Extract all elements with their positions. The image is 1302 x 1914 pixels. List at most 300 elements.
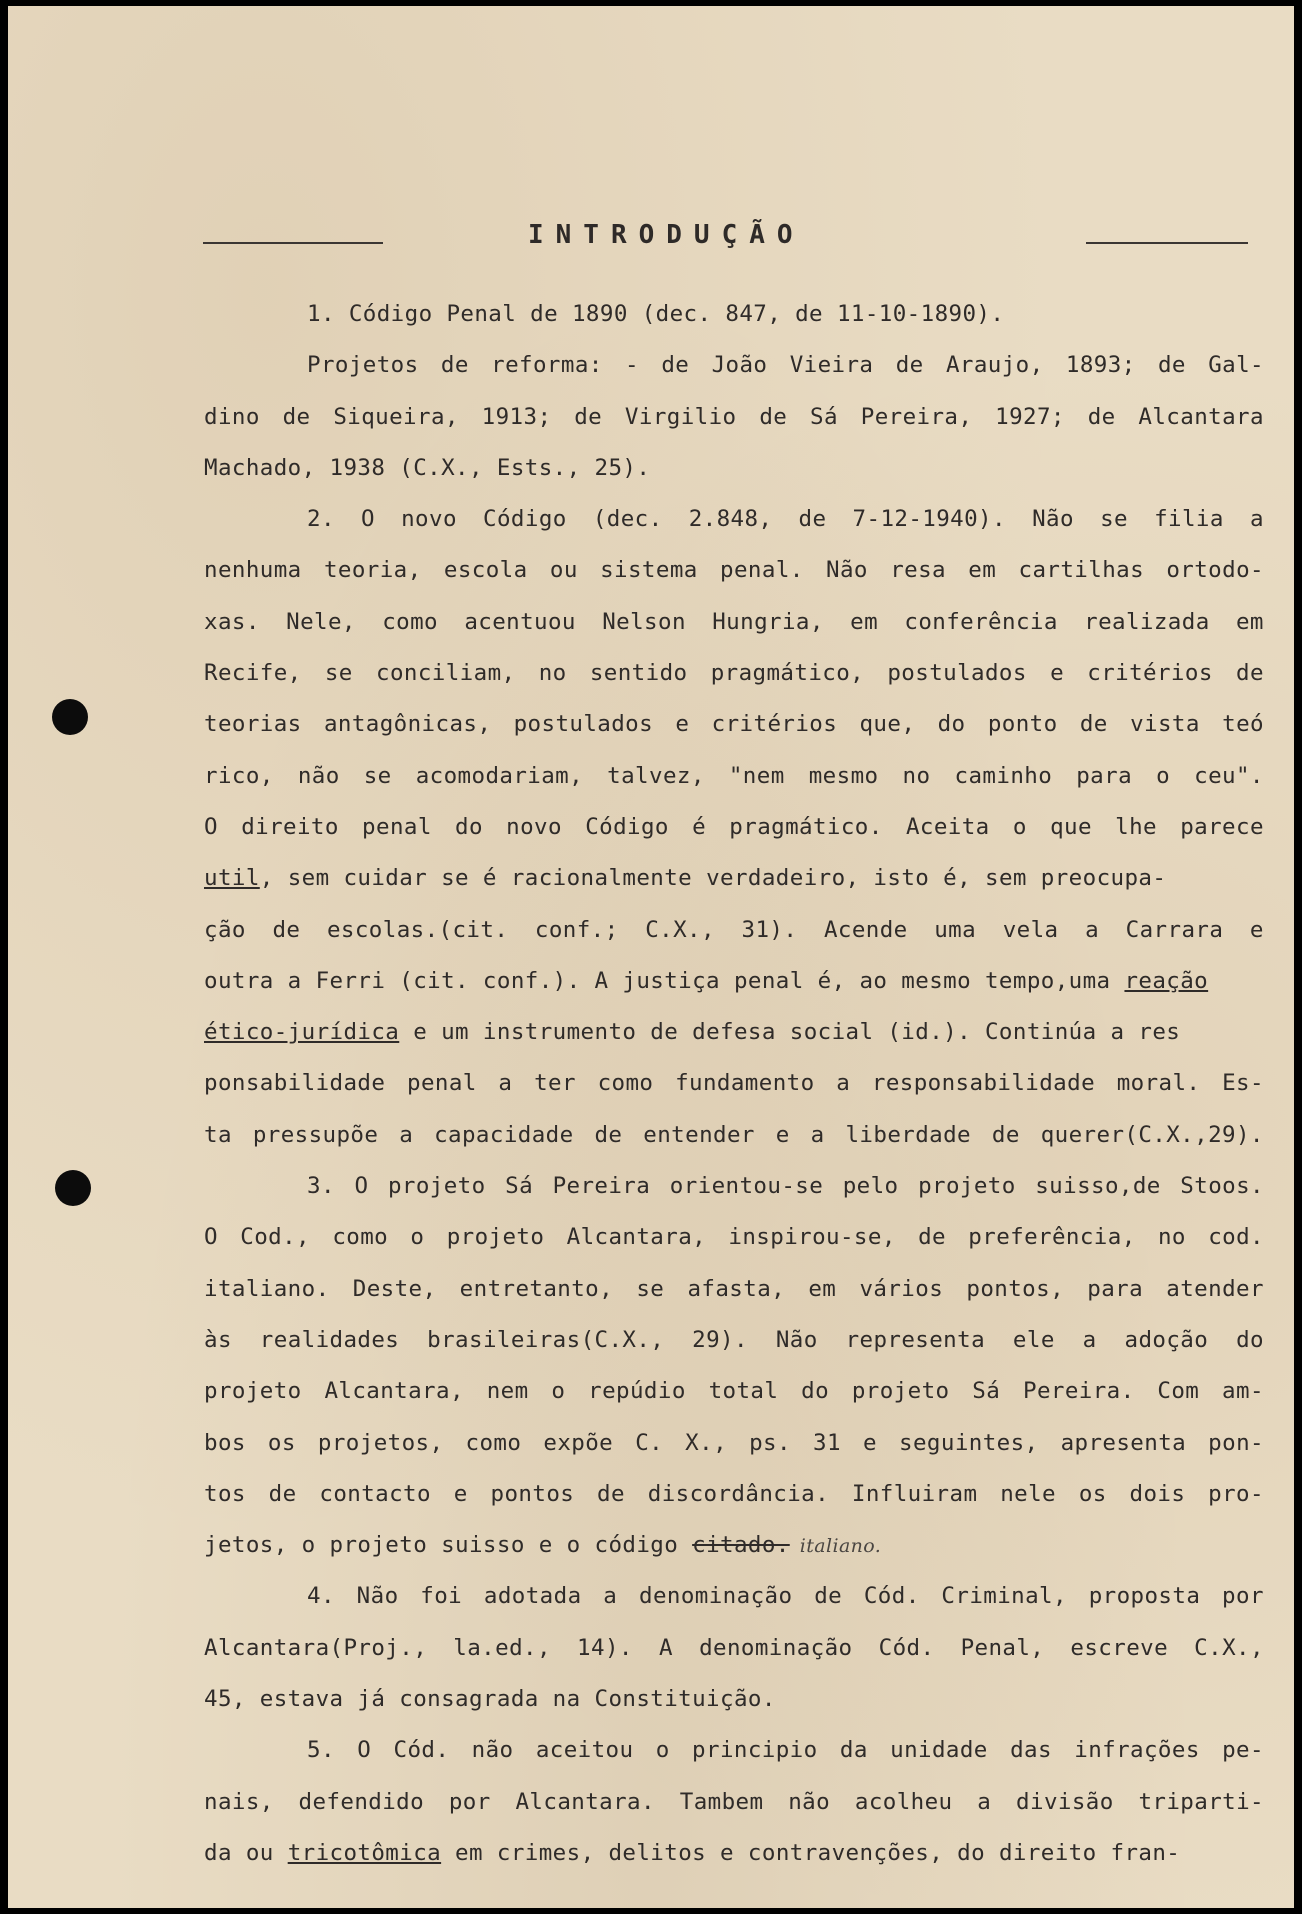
text-segment: em [1235,608,1264,635]
text-segment: Recife, [204,660,302,687]
text-segment: filia [1154,506,1224,533]
text-segment: expõe [543,1429,614,1456]
text-segment: 4. [307,1583,335,1610]
text-segment: pe- [1222,1737,1264,1764]
text-segment: de [895,352,924,379]
text-segment: Pereira [552,1173,651,1200]
text-line [204,443,1264,494]
text-segment: representa [845,1326,986,1353]
text-line [204,648,1264,699]
text-segment: italiano. [204,1275,330,1302]
text-segment: pelo [842,1173,899,1200]
text-segment: suisso,de [1035,1173,1161,1200]
text-segment: C.X., [1194,1634,1264,1661]
text-segment: O [357,1737,372,1764]
text-segment: O [354,1173,369,1200]
text-segment: Código [483,506,567,533]
text-segment: entender [643,1121,755,1148]
text-segment: teorias [204,711,302,738]
text-segment: no [538,660,567,687]
text-segment: liberdade [845,1121,971,1148]
text-segment: O [204,1224,218,1251]
text-segment: ele [1012,1326,1055,1353]
text-segment: ção [204,916,246,943]
text-segment: (dec. [592,506,663,533]
text-segment: triparti- [1138,1788,1264,1815]
text-segment: a [1085,916,1100,943]
text-segment: de [1236,660,1264,687]
text-segment: Siqueira, [333,403,459,430]
text-line [204,340,1264,391]
text-segment: acolheu [854,1788,953,1815]
text-segment: Araujo, [945,352,1044,379]
text-segment: rico, [204,762,274,789]
text-segment: ceu". [1194,762,1264,789]
text-segment: como [332,1224,389,1251]
text-line [204,1058,1264,1109]
text-segment: Nele, [286,608,356,635]
text-segment: Alcantara(Proj., [204,1634,428,1661]
text-segment: afasta, [687,1275,786,1302]
text-segment: de [759,403,788,430]
text-segment: vela [1002,916,1059,943]
text-line [204,1110,1264,1161]
text-line [204,1007,1264,1058]
text-segment: e [775,1121,790,1148]
text-segment: talvez, [607,762,705,789]
text-segment: acomodariam, [415,762,584,789]
text-segment: Nelson [602,608,686,635]
text-segment: 45, estava já consagrada na Constituição. [204,1686,776,1713]
text-segment: como [465,1429,522,1456]
text-segment: Sá [505,1173,534,1200]
text-segment: inspirou-se, [728,1224,896,1251]
text-segment: 31 [813,1429,841,1456]
text-segment: pon- [1208,1429,1264,1456]
text-segment: Alcantara. [515,1788,655,1815]
text-segment: 1893; [1065,352,1136,379]
text-segment: Acende [823,916,908,943]
text-segment: Criminal, [941,1583,1067,1610]
text-segment: fundamento [675,1070,815,1097]
text-line [204,597,1264,648]
text-segment: novo [506,813,562,840]
text-line [204,1777,1264,1828]
text-segment: realidades [259,1326,400,1353]
underlined-text: util [204,865,260,892]
text-line [204,1725,1264,1776]
text-segment: C. [635,1429,664,1456]
handwritten-correction: italiano. [799,1535,882,1558]
text-segment: os [1078,1480,1107,1507]
text-segment: Es- [1222,1070,1264,1097]
text-segment: ponsabilidade [204,1070,386,1097]
text-segment: Não [826,557,868,584]
text-segment: de [1079,711,1108,738]
text-segment: Virgilio [624,403,737,430]
punch-hole-bottom [55,1170,91,1206]
text-segment: e [1050,660,1065,687]
text-segment: no [1157,1224,1186,1251]
text-segment: e [863,1429,877,1456]
text-segment: C.X., [645,916,715,943]
text-segment: 14). [577,1634,633,1661]
text-segment: 1927; [995,403,1065,430]
text-segment: entretanto, [459,1275,614,1302]
text-segment: total [708,1378,779,1405]
text-segment: Não [775,1326,818,1353]
text-segment: xas. [204,608,260,635]
body-text [204,289,1264,1879]
text-segment: escolas.(cit. [326,916,509,943]
text-segment: Carrara [1125,916,1224,943]
text-segment: Alcantara [1138,403,1264,430]
text-segment: sistema [600,557,698,584]
text-segment: vários [859,1275,944,1302]
text-segment: postulados [513,711,654,738]
text-segment: 5. [307,1737,335,1764]
struck-text: citado. [692,1532,790,1559]
text-segment: critérios [711,711,838,738]
text-segment: de [798,506,827,533]
text-segment: não [471,1737,514,1764]
text-segment: Alcantara, [324,1378,464,1405]
title-rule-left [203,242,383,244]
text-segment: Sá [972,1378,1001,1405]
text-segment: 1. Código Penal de 1890 (dec. 847, de 11-10-1890). [307,301,1005,327]
text-line [204,751,1264,802]
text-line [204,392,1264,443]
text-segment: pontos, [966,1275,1065,1302]
text-segment: por [1222,1583,1264,1610]
text-segment: a [836,1070,851,1097]
text-line [204,1161,1264,1212]
text-line [204,1366,1264,1417]
text-segment: 1913; [481,403,552,430]
text-segment: atender [1166,1275,1264,1302]
text-segment: projeto [446,1224,545,1251]
text-segment: Stoos. [1180,1173,1264,1200]
text-segment: A [658,1634,673,1661]
text-segment: em [968,557,997,584]
text-segment: teó [1222,711,1264,738]
text-segment: capacidade [434,1121,574,1148]
text-segment: projeto [387,1173,486,1200]
text-segment: contacto [319,1480,431,1507]
text-segment: penal. [720,557,804,584]
text-segment: seguintes, [899,1429,1039,1456]
text-segment: "nem [728,762,785,789]
text-segment: dino [204,403,260,430]
text-line [204,1623,1264,1674]
text-line [204,1212,1264,1263]
text-segment: o [1012,813,1027,840]
text-segment: Cód. [863,1583,920,1610]
text-segment: e [675,711,690,738]
text-segment: moral. [1116,1070,1201,1097]
text-segment: ta [204,1121,232,1148]
text-segment: em [850,608,879,635]
text-segment: Machado, 1938 (C.X., Ests., 25). [204,454,651,481]
text-segment: e [1249,916,1264,943]
text-segment: 3. [307,1173,335,1200]
page-title: INTRODUÇÃO [528,220,805,250]
text-segment: Vieira [789,352,874,379]
text-segment: Não [1032,506,1074,533]
text-line [204,1264,1264,1315]
text-segment: dois [1129,1480,1186,1507]
text-segment: e um instrumento de defesa social (id.). Continúa a res [399,1019,1181,1046]
text-segment: para [1076,762,1133,789]
text-segment: nais, [204,1788,274,1815]
text-segment: orientou-se [669,1173,824,1200]
text-segment: lhe [1115,813,1157,840]
text-segment: reforma: [491,352,603,379]
text-segment: critérios [1087,660,1213,687]
text-segment: adoção [1124,1326,1209,1353]
text-segment: postulados [887,660,1027,687]
text-segment: pontos [490,1480,575,1507]
text-segment: Tambem [679,1788,764,1815]
text-segment: de [1157,352,1186,379]
text-segment: Pereira, [860,403,973,430]
text-segment: Gal- [1208,352,1264,379]
text-segment: mesmo [808,762,879,789]
text-segment: de [272,916,301,943]
text-segment: é [692,813,707,840]
text-segment: ou [549,557,578,584]
text-segment: Penal, [960,1634,1045,1661]
text-line [204,1674,1264,1725]
text-segment: penal [407,1070,477,1097]
text-segment: preferência, [968,1224,1136,1251]
text-segment: parece [1180,813,1264,840]
text-segment: em crimes, delitos e contravenções, do direito fran- [441,1839,1181,1866]
text-segment: do [937,711,966,738]
text-segment: conferência [904,608,1058,635]
text-segment: Cód. [393,1737,450,1764]
text-segment: outra a Ferri (cit. conf.). A justiça penal é, ao mesmo tempo,uma [204,967,1125,994]
text-segment: se [363,762,392,789]
text-segment: Sá [810,403,838,430]
text-segment: os [267,1429,296,1456]
text-segment: nenhuma [204,557,302,584]
text-segment: de [661,352,690,379]
text-segment: vista [1130,711,1200,738]
text-segment: 7-12-1940). [852,506,1006,533]
text-segment: de [282,403,311,430]
text-segment: Cod., [240,1224,310,1251]
text-segment: a [810,1121,825,1148]
text-segment: por [448,1788,491,1815]
text-line [204,545,1264,596]
text-segment: Código [585,813,669,840]
text-segment: responsabilidade [871,1070,1096,1097]
text-segment: se [324,660,353,687]
text-segment: repúdio [588,1378,686,1405]
text-segment: a [603,1583,618,1610]
punch-hole-top [52,699,88,735]
text-segment: do [1236,1326,1264,1353]
text-segment: pro- [1208,1480,1264,1507]
text-segment: denominação [639,1583,793,1610]
text-segment: nem [486,1378,529,1405]
text-segment: Alcantara, [566,1224,707,1251]
text-line [204,699,1264,750]
text-segment: o [410,1224,425,1251]
text-segment: Com [1157,1378,1200,1405]
text-segment: direito [241,813,339,840]
text-segment: Deste, [352,1275,437,1302]
text-segment: de [574,403,603,430]
text-segment: X., [685,1429,728,1456]
text-segment: pragmático, [710,660,865,687]
text-segment: tos [204,1480,246,1507]
text-line [204,1315,1264,1366]
text-segment: ter [534,1070,576,1097]
text-segment: o [655,1737,670,1764]
text-segment: Influiram [851,1480,978,1507]
text-line [204,1828,1264,1879]
text-segment: apresenta [1060,1429,1187,1456]
text-segment: pressupõe [252,1121,379,1148]
text-line [204,1469,1264,1520]
text-segment: infrações [1074,1737,1200,1764]
text-segment: am- [1222,1378,1264,1405]
text-segment: do [455,813,483,840]
text-segment: projeto [204,1378,302,1405]
text-segment: bos [204,1429,246,1456]
text-line [204,956,1264,1007]
text-segment: defendido [298,1788,425,1815]
text-segment: a [399,1121,414,1148]
text-segment: cod. [1208,1224,1264,1251]
text-segment: discordância. [647,1480,830,1507]
text-segment: cartilhas [1018,557,1145,584]
text-segment: de [268,1480,297,1507]
text-segment: o [551,1378,566,1405]
text-segment: O [204,813,218,840]
text-line [204,905,1264,956]
text-segment: nele [1000,1480,1056,1507]
text-segment: às [204,1326,232,1353]
text-segment: querer(C.X.,29). [1040,1121,1264,1148]
text-line [204,802,1264,853]
text-segment: escreve [1070,1634,1169,1661]
text-segment: Hungria, [712,608,824,635]
text-segment: de [918,1224,946,1251]
text-segment: de [594,1121,623,1148]
text-segment: de [440,352,469,379]
text-segment: se [636,1275,665,1302]
text-segment: Aceita [905,813,990,840]
text-segment: e [453,1480,468,1507]
text-segment: denominação [699,1634,853,1661]
text-segment: O [361,506,375,533]
text-segment: unidade [890,1737,988,1764]
text-segment: como [382,608,438,635]
text-segment: a [1082,1326,1097,1353]
text-segment: João [711,352,768,379]
text-segment: Projetos [307,352,419,379]
text-segment: de [991,1121,1020,1148]
text-segment: das [1010,1737,1052,1764]
text-segment: a [977,1788,992,1815]
text-line [204,1571,1264,1622]
text-segment: 31). [741,916,798,943]
text-segment: jetos, o projeto suisso e o código [204,1532,693,1559]
text-segment: pragmático. [729,813,883,840]
text-segment: conciliam, [376,660,516,687]
text-segment: de [1087,403,1116,430]
text-segment: a [498,1070,513,1097]
text-line [204,1520,1264,1571]
text-segment: da [839,1737,868,1764]
text-segment: não [297,762,340,789]
text-segment: em [808,1275,837,1302]
text-segment: caminho [954,762,1053,789]
text-segment: como [597,1070,654,1097]
text-segment: proposta [1088,1583,1201,1610]
underlined-text: ético-jurídica [204,1019,400,1046]
text-segment: não [788,1788,831,1815]
text-segment: - [625,352,639,379]
text-segment: divisão [1016,1788,1114,1815]
text-segment: brasileiras(C.X., [427,1326,665,1353]
text-segment: teoria, [323,557,422,584]
text-segment: antagônicas, [323,711,492,738]
text-line [204,1418,1264,1469]
text-segment: adotada [483,1583,582,1610]
text-segment: acentuou [464,608,576,635]
text-segment: para [1087,1275,1144,1302]
text-segment: 2.848, [688,506,773,533]
text-segment: escola [443,557,528,584]
text-segment: que [1050,813,1092,840]
text-segment: , sem cuidar se é racionalmente verdadeiro, isto é, sem preocupa- [259,865,1167,892]
underlined-text: reação [1124,967,1209,994]
text-segment: ortodo- [1166,557,1264,584]
text-segment: ponto [987,711,1058,738]
text-segment: do [801,1378,830,1405]
text-segment: ps. [749,1429,791,1456]
text-segment: de [814,1583,843,1610]
text-segment: projeto [918,1173,1016,1200]
text-segment: o [1156,762,1171,789]
text-segment: uma [934,916,977,943]
text-segment: resa [890,557,946,584]
text-segment: Pereira. [1023,1378,1135,1405]
text-segment: se [1100,506,1128,533]
text-segment: 2. [307,506,335,533]
text-segment: Cód. [878,1634,935,1661]
text-segment: projeto [851,1378,950,1405]
text-segment: a [1249,506,1264,533]
text-segment: realizada [1084,608,1210,635]
text-segment: da ou [204,1839,288,1866]
text-segment: no [902,762,931,789]
text-segment: la.ed., [453,1634,551,1661]
text-segment: principio [692,1737,818,1764]
text-segment: penal [362,813,432,840]
text-line [204,494,1264,545]
text-line [204,853,1264,904]
text-segment: conf.; [534,916,619,943]
text-segment: foi [420,1583,463,1610]
document-page [8,6,1294,1908]
text-segment: Não [356,1583,399,1610]
title-rule-right [1086,242,1248,244]
